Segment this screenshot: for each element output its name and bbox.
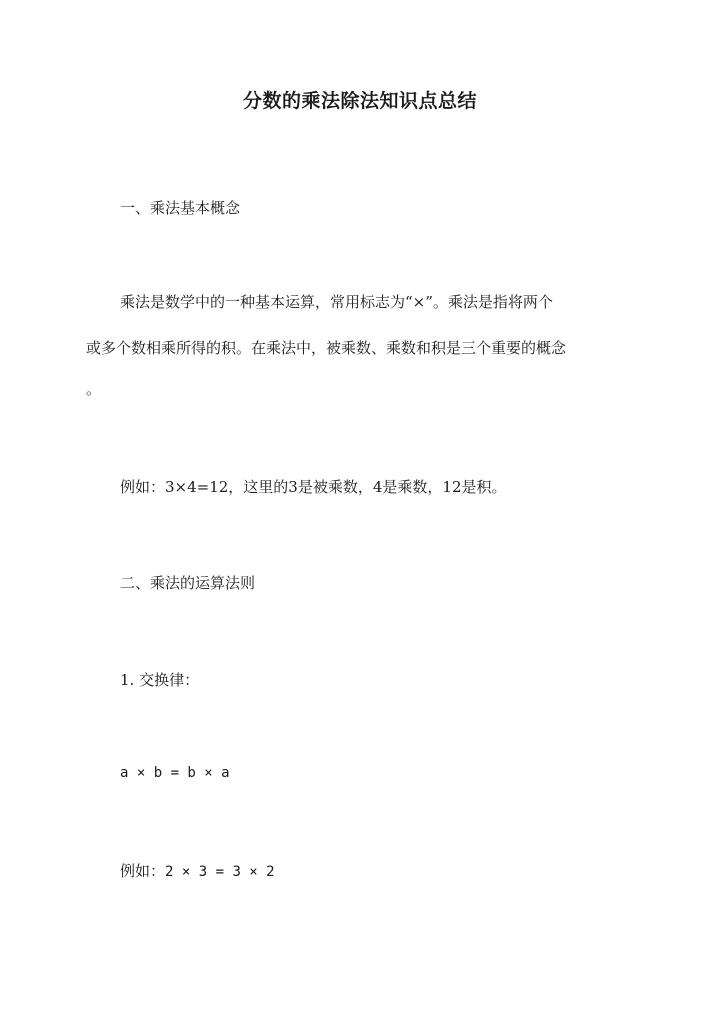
section-heading-multiplication-rules: 二、乘法的运算法则 xyxy=(120,574,256,592)
document-title: 分数的乘法除法知识点总结 xyxy=(242,90,477,112)
example-expression: 2 × 3 = 3 × 2 xyxy=(165,864,275,880)
example-prefix: 例如： xyxy=(120,862,166,880)
paragraph-line: 或多个数相乘所得的积。在乘法中，被乘数、乘数和积是三个重要的概念 xyxy=(86,339,567,357)
paragraph-line: 。 xyxy=(86,380,102,398)
example-text: 例如：3×4=12，这里的3是被乘数，4是乘数，12是积。 xyxy=(120,478,507,496)
formula-commutative: a × b = b × a xyxy=(120,765,230,781)
paragraph-line: 乘法是数学中的一种基本运算，常用标志为“×”。乘法是指将两个 xyxy=(120,293,553,311)
example-commutative xyxy=(120,860,275,881)
rule-heading-commutative: 1. 交换律： xyxy=(120,671,200,689)
section-heading-multiplication-concept: 一、乘法基本概念 xyxy=(120,199,241,217)
